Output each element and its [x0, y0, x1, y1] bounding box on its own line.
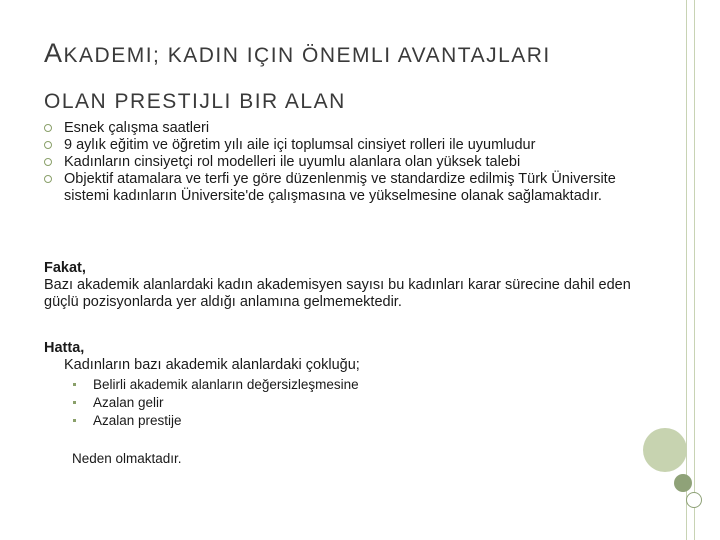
list-item [44, 394, 644, 412]
hatta-section [44, 340, 644, 430]
ring-bullet-icon [44, 175, 52, 183]
list-item [44, 137, 644, 154]
slide-title [44, 30, 664, 125]
list-item-text: 9 aylık eğitim ve öğretim yılı aile içi toplumsal cinsiyet rolleri ile uyumludur [64, 137, 536, 153]
effects-list [44, 376, 644, 430]
decor-line-left [686, 0, 687, 540]
decor-circle-small [674, 474, 692, 492]
advantages-list [44, 120, 644, 205]
ring-bullet-icon [44, 124, 52, 132]
title-line-1: KADEMI; KADIN IÇIN ÖNEMLI AVANTAJLARI [63, 44, 551, 67]
square-bullet-icon [73, 419, 76, 422]
list-item [44, 154, 644, 171]
square-bullet-icon [73, 383, 76, 386]
ring-bullet-icon [44, 141, 52, 149]
list-item-text: Belirli akademik alanların değersizleşmesine [93, 377, 359, 392]
list-item [44, 171, 644, 205]
fakat-section [44, 260, 644, 311]
list-item-text: Esnek çalışma saatleri [64, 120, 210, 136]
title-line-2: OLAN PRESTIJLI BIR ALAN [44, 90, 346, 113]
square-bullet-icon [73, 401, 76, 404]
list-item [44, 120, 644, 137]
decor-line-right [694, 0, 695, 540]
fakat-text: Bazı akademik alanlardaki kadın akademisyen sayısı bu kadınları karar sürecine dahil eden güçlü pozisyonlarda yer aldığı anlamına gelmemektedir. [44, 277, 631, 310]
hatta-heading: Hatta, [44, 340, 85, 356]
list-item [44, 412, 644, 430]
closing-text: Neden olmaktadır. [72, 451, 182, 466]
hatta-intro: Kadınların bazı akademik alanlardaki çokluğu; [64, 357, 360, 373]
list-item-text: Azalan prestije [93, 413, 182, 428]
list-item-text: Objektif atamalara ve terfi ye göre düzenlenmiş ve standardize edilmiş Türk Üniversite sistemi kadınların Üniversite'de çalışmasına ve yükselmesine olanak sağlamaktadır. [64, 171, 616, 204]
list-item-text: Kadınların cinsiyetçi rol modelleri ile uyumlu alanlara olan yüksek talebi [64, 154, 521, 170]
ring-bullet-icon [44, 158, 52, 166]
title-initial: A [44, 38, 64, 68]
list-item [44, 376, 644, 394]
fakat-heading: Fakat, [44, 260, 86, 276]
decor-circle-outline [686, 492, 702, 508]
list-item-text: Azalan gelir [93, 395, 164, 410]
